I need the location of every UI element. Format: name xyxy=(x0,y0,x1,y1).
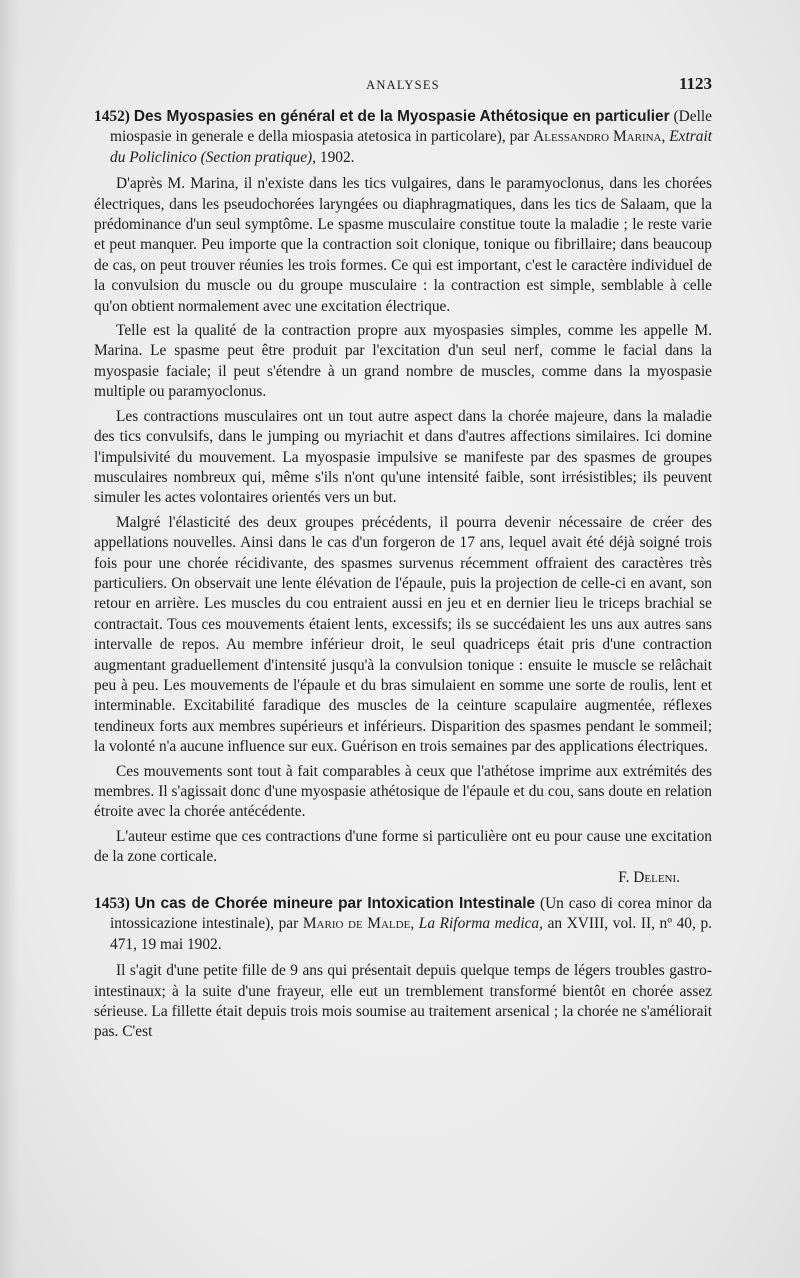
article-title-translation: (Delle miospasie in generale e della miospasia atetosica in particolare), par xyxy=(110,108,712,146)
article-1453-title xyxy=(94,894,712,955)
reviewer-signature: F. Deleni. xyxy=(618,868,680,886)
paragraph: Telle est la qualité de la contraction propre aux myospasies simples, comme les appelle M. Marina. Le spasme peut être produit par l'excitation d'un seul nerf, comme le facial dans la myospasie faciale; il peut s'étendre à un grand nombre de muscles, comme dans la myospasie multiple ou paramyoclonus. xyxy=(94,322,712,401)
page-header xyxy=(94,74,712,96)
article-year: , 1902. xyxy=(312,148,355,166)
paragraph: Les contractions musculaires ont un tout autre aspect dans la chorée majeure, dans la maladie des tics convulsifs, dans le jumping ou myriachit et dans d'autres affections similaires. Ici domine l'impulsivité du mouvement. La myospasie impulsive se manifeste par des spasmes de groupes musculaires nombreux qui, même s'ils n'ont qu'une intensité faible, sont irrésistibles; ils peuvent simuler les actes volontaires orientés vers un but. xyxy=(94,407,712,507)
paragraph: D'après M. Marina, il n'existe dans les tics vulgaires, dans le paramyoclonus, dans les chorées électriques, dans les pseudochorées laryngées ou diaphragmatiques, dans les tics de Salaam, que la prédominance d'un seul symptôme. Le spasme musculaire constitue toute la maladie ; le reste varie et peut manquer. Peu importe que la contraction soit clonique, tonique ou fibrillaire; dans beaucoup de cas, on peut trouver réunies les trois formes. Ce qui est important, c'est le caractère individuel de la convulsion du muscle ou du groupe musculaire : la contraction est simple, semblable à celle qu'on obtient normalement avec une excitation électrique. xyxy=(94,175,712,315)
article-title-translation: (Un caso di corea minor da intossicazione intestinale), par xyxy=(110,895,712,933)
paragraph: Ces mouvements sont tout à fait comparables à ceux que l'athétose imprime aux extrémités des membres. Il s'agissait donc d'une myospasie athétosique de l'épaule et du cou, sans doute en relation étroite avec la chorée antécédente. xyxy=(94,762,712,821)
paragraph: Il s'agit d'une petite fille de 9 ans qui présentait depuis quelque temps de légers troubles gastro-intestinaux; à la suite d'une frayeur, elle eut un tremblement transformé bientôt en chorée assez sérieuse. La fillette était depuis trois mois soumise au traitement arsenical ; la chorée ne s'améliorait pas. C'est xyxy=(94,962,712,1041)
article-1452 xyxy=(94,107,712,888)
separator: , xyxy=(410,915,419,933)
paragraph-last: L'auteur estime que ces contractions d'une forme si particulière ont eu pour cause une excitation de la zone corticale. xyxy=(94,827,712,866)
article-details: , an XVIII, vol. II, nº 40, p. 471, 19 mai 1902. xyxy=(110,915,712,953)
signature-line xyxy=(94,868,712,888)
page-scan-shadow xyxy=(0,0,18,1278)
article-source: La Riforma medica xyxy=(418,915,540,933)
article-title-bold: Des Myospasies en général et de la Myospasie Athétosique en particulier xyxy=(133,108,670,125)
paragraph: Malgré l'élasticité des deux groupes précédents, il pourra devenir nécessaire de créer des appellations nouvelles. Ainsi dans le cas d'un forgeron de 17 ans, lequel avait été déjà soigné trois fois pour une chorée récidivante, des spasmes survenus récemment offraient des caractères très particuliers. On observait une lente élévation de l'épaule, puis la projection de celle-ci en avant, son retour en arrière. Les muscles du cou entraient aussi en jeu et en dernier lieu le triceps brachial se contractait. Tous ces mouvements étaient lents, excessifs; ils se succédaient les uns aux autres sans intervalle de repos. Au membre inférieur droit, le seul quadriceps était pris d'une contraction augmentant graduellement d'intensité jusqu'à la convulsion tonique : ensuite le muscle se relâchait peu à peu. Les mouvements de l'épaule et du bras simulaient en somme une sorte de roulis, lent et interminable. Excitabilité faradique des muscles de la ceinture scapulaire augmentée, réflexes tendineux forts aux membres supérieurs et inférieurs. Disparition des spasmes pendant le sommeil; la volonté n'a aucune influence sur eux. Guérison en trois semaines par des applications électriques. xyxy=(94,513,712,756)
page-number: 1123 xyxy=(678,74,712,93)
separator: , xyxy=(661,128,670,146)
page-content xyxy=(94,107,712,1043)
running-head: ANALYSES xyxy=(366,78,440,92)
article-number: 1452) xyxy=(94,108,130,125)
article-title-bold: Un cas de Chorée mineure par Intoxication Intestinale xyxy=(134,895,536,913)
article-1452-title xyxy=(94,107,712,168)
article-source: Extrait du Policlinico (Section pratique) xyxy=(110,128,712,166)
article-author: Alessandro Marina xyxy=(533,128,662,146)
article-number: 1453) xyxy=(94,895,130,913)
article-author: Mario de Malde xyxy=(302,915,411,933)
article-1453 xyxy=(94,894,712,1043)
